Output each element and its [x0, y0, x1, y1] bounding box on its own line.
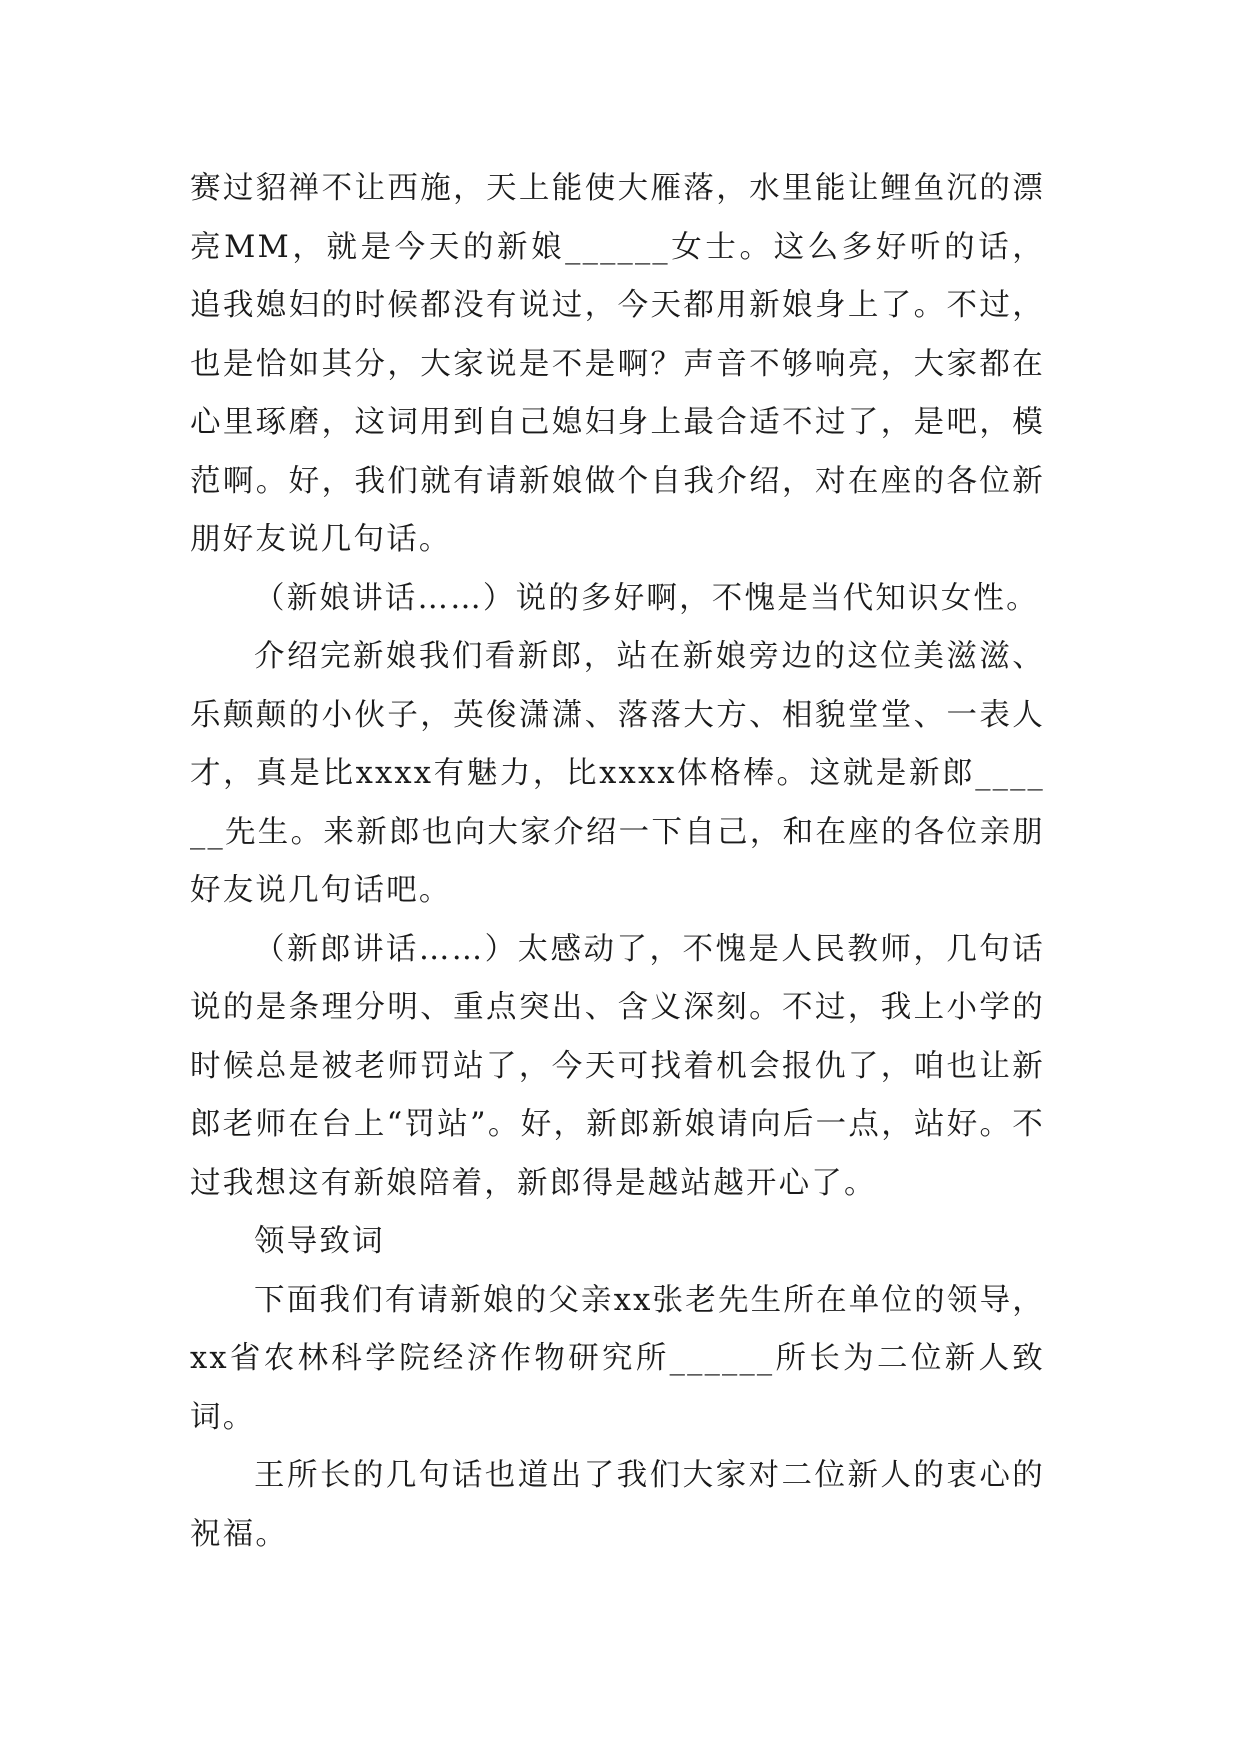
document-body	[190, 160, 1045, 1564]
paragraph-groom-speech: （新郎讲话……）太感动了，不愧是人民教师，几句话说的是条理分明、重点突出、含义深刻。不过，我上小学的时候总是被老师罚站了，今天可找着机会报仇了，咱也让新郎老师在台上“罚站”。好，新郎新娘请向后一点，站好。不过我想这有新娘陪着，新郎得是越站越开心了。	[190, 931, 1045, 1201]
paragraph-intro-groom: 介绍完新娘我们看新郎，站在新娘旁边的这位美滋滋、乐颠颠的小伙子，英俊潇潇、落落大方、相貌堂堂、一表人才，真是比xxxx有魅力，比xxxx体格棒。这就是新郎______先生。来新郎也向大家介绍一下自己，和在座的各位亲朋好友说几句话吧。	[190, 639, 1045, 908]
paragraph-intro-bride: 赛过貂禅不让西施，天上能使大雁落，水里能让鲤鱼沉的漂亮MM，就是今天的新娘______女士。这么多好听的话，追我媳妇的时候都没有说过，今天都用新娘身上了。不过，也是恰如其分，大家说是不是啊？声音不够响亮，大家都在心里琢磨，这词用到自己媳妇身上最合适不过了，是吧，模范啊。好，我们就有请新娘做个自我介绍，对在座的各位新朋好友说几句话。	[190, 171, 1045, 557]
paragraph-blessing: 王所长的几句话也道出了我们大家对二位新人的衷心的祝福。	[190, 1458, 1045, 1552]
section-heading-leader-speech: 领导致词	[254, 1224, 385, 1259]
paragraph-bride-speech: （新娘讲话……）说的多好啊，不愧是当代知识女性。	[254, 580, 1039, 616]
paragraph-invite-leader: 下面我们有请新娘的父亲xx张老先生所在单位的领导，xx省农林科学院经济作物研究所______所长为二位新人致词。	[190, 1282, 1045, 1435]
